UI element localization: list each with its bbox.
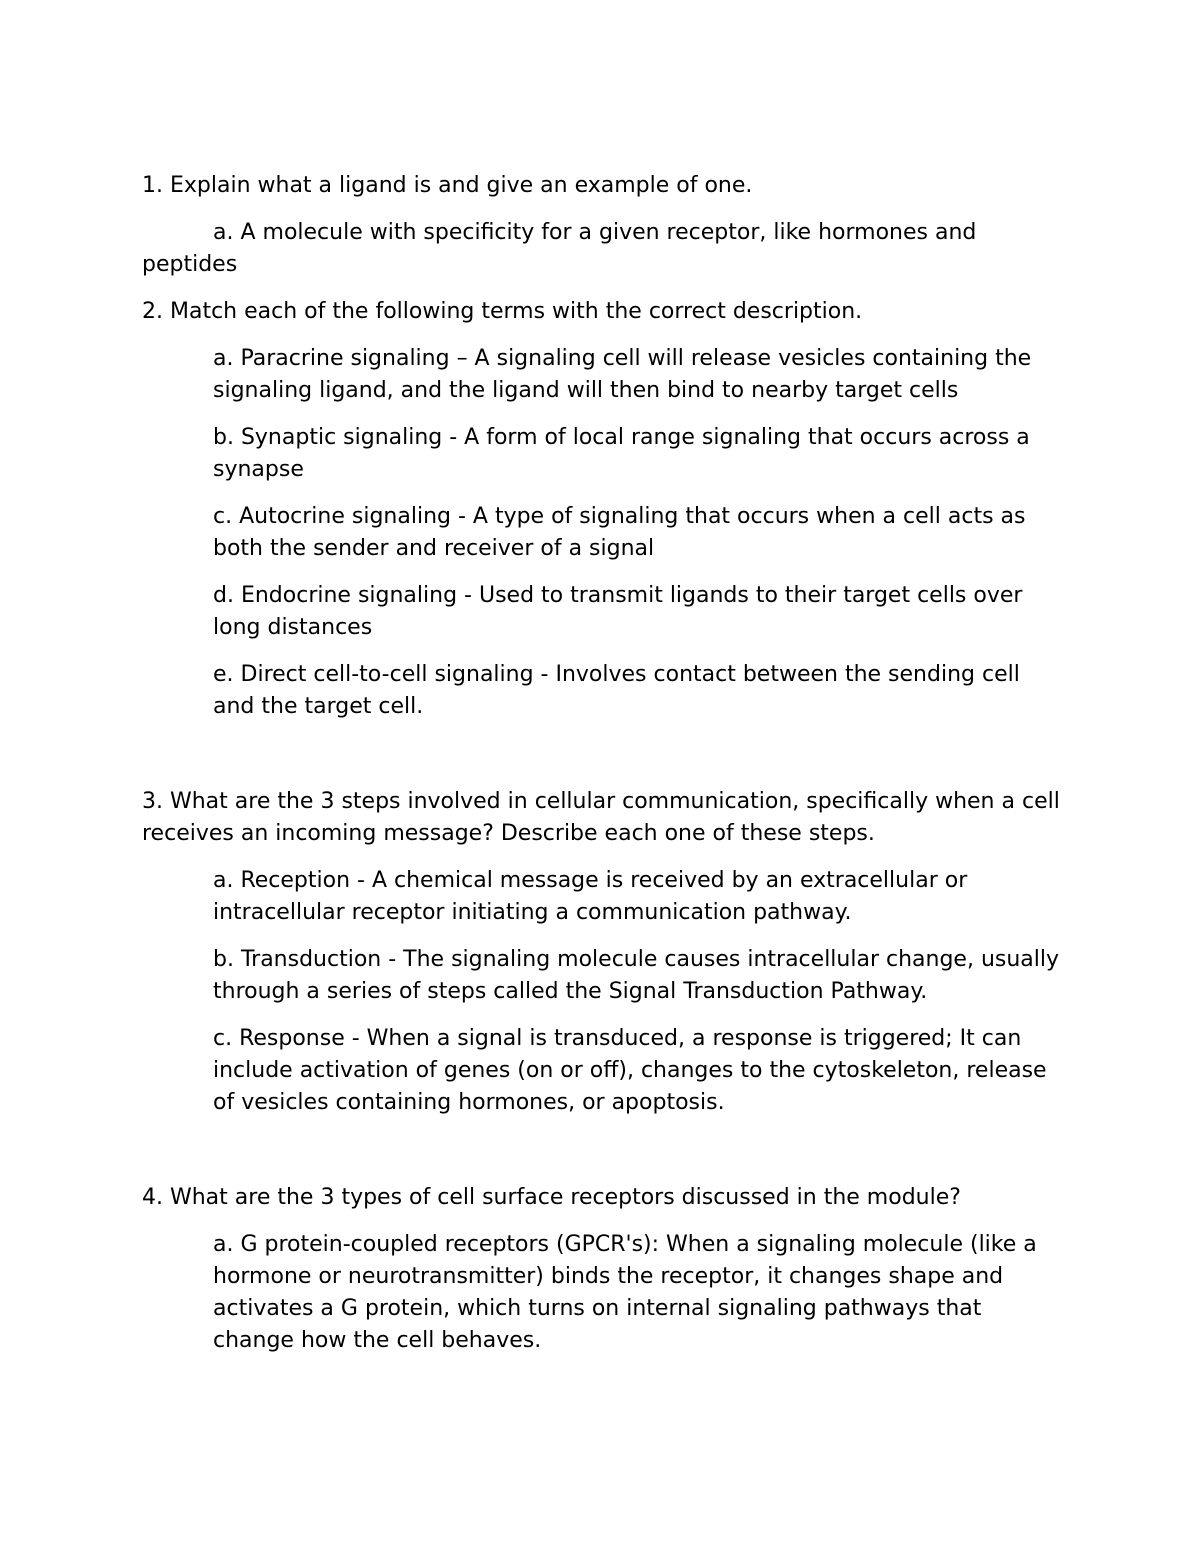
answer-2e: e. Direct cell-to-cell signaling - Involves contact between the sending cell and the target cell.	[213, 662, 1020, 719]
answer-3a: a. Reception - A chemical message is received by an extracellular or intracellular receptor initiating a communication pathway.	[213, 868, 968, 925]
answer-1a: a. A molecule with specificity for a given receptor, like hormones and peptides	[142, 220, 977, 277]
question-1: 1. Explain what a ligand is and give an example of one.	[142, 173, 753, 198]
answer-2d: d. Endocrine signaling - Used to transmit ligands to their target cells over long distances	[213, 583, 1023, 640]
answer-3c: c. Response - When a signal is transduced, a response is triggered; It can include activation of genes (on or off), changes to the cytoskeleton, release of vesicles containing hormones, or apoptosis.	[213, 1026, 1047, 1115]
answer-2c: c. Autocrine signaling - A type of signaling that occurs when a cell acts as both the sender and receiver of a signal	[213, 504, 1026, 561]
question-4: 4. What are the 3 types of cell surface receptors discussed in the module?	[142, 1185, 961, 1210]
answer-2b: b. Synaptic signaling - A form of local range signaling that occurs across a synapse	[213, 425, 1030, 482]
answer-2a: a. Paracrine signaling – A signaling cell will release vesicles containing the signaling ligand, and the ligand will then bind to nearby target cells	[213, 346, 1032, 403]
paragraph-spacer	[142, 1134, 1062, 1182]
answer-4a: a. G protein-coupled receptors (GPCR's): When a signaling molecule (like a hormone or neurotransmitter) binds the receptor, it changes shape and activates a G protein, which turns on internal signaling pathways that change how the cell behaves.	[213, 1232, 1037, 1353]
question-2: 2. Match each of the following terms with the correct description.	[142, 299, 863, 324]
answer-3b: b. Transduction - The signaling molecule causes intracellular change, usually through a series of steps called the Signal Transduction Pathway.	[213, 947, 1060, 1004]
question-3: 3. What are the 3 steps involved in cellular communication, specifically when a cell receives an incoming message? Describe each one of these steps.	[142, 789, 1060, 846]
document-body	[142, 170, 1062, 1372]
paragraph-spacer	[142, 738, 1062, 786]
